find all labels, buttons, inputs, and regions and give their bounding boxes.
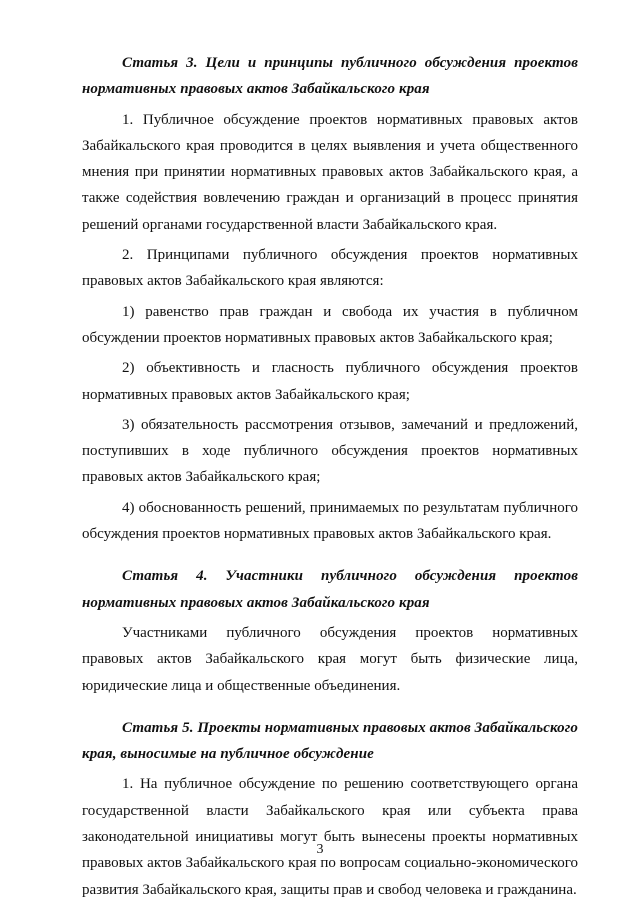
article-5-title: Статья 5. Проекты нормативных правовых актов Забайкальского края, выносимые на публичное обсуждение bbox=[82, 719, 578, 763]
article-4-title: Статья 4. Участники публичного обсуждения проектов нормативных правовых актов Забайкальского края bbox=[82, 568, 578, 611]
document-page bbox=[82, 50, 578, 907]
article-3-title: Статья 3. Цели и принципы публичного обсуждения проектов нормативных правовых актов Забайкальского края bbox=[82, 55, 578, 98]
section-spacer bbox=[82, 703, 578, 715]
article-3-paragraph-2: 2. Принципами публичного обсуждения проектов нормативных правовых актов Забайкальского края являются: bbox=[82, 247, 578, 290]
section-spacer bbox=[82, 551, 578, 563]
page-number: 3 bbox=[316, 842, 324, 857]
article-5-paragraph-1: 1. На публичное обсуждение по решению соответствующего органа государственной власти Забайкальского края или субъекта права законодательной инициативы могут быть вынесены проекты нормативных правовых актов Забайкальского края по вопросам социально-экономического развития Забайкальского края, защиты прав и свобод человека и гражданина. bbox=[82, 776, 578, 898]
article-3-list-item-1: 1) равенство прав граждан и свобода их участия в публичном обсуждении проектов нормативных правовых актов Забайкальского края; bbox=[82, 303, 578, 346]
article-3-list-item-4: 4) обоснованность решений, принимаемых по результатам публичного обсуждения проектов нормативных правовых актов Забайкальского края. bbox=[82, 499, 578, 543]
article-4-paragraph-1: Участниками публичного обсуждения проектов нормативных правовых актов Забайкальского края могут быть физические лица, юридические лица и общественные объединения. bbox=[82, 624, 578, 694]
article-3-list-item-3: 3) обязательность рассмотрения отзывов, замечаний и предложений, поступивших в ходе публичного обсуждения проектов нормативных правовых актов Забайкальского края; bbox=[82, 416, 578, 486]
article-3-list-item-2: 2) объективность и гласность публичного обсуждения проектов нормативных правовых актов Забайкальского края; bbox=[82, 360, 578, 403]
article-3-paragraph-1: 1. Публичное обсуждение проектов нормативных правовых актов Забайкальского края проводится в целях выявления и учета общественного мнения при принятии нормативных правовых актов Забайкальского края, а также содействия вовлечению граждан и организаций в процесс принятия решений органами государственной власти Забайкальского края. bbox=[82, 111, 578, 233]
